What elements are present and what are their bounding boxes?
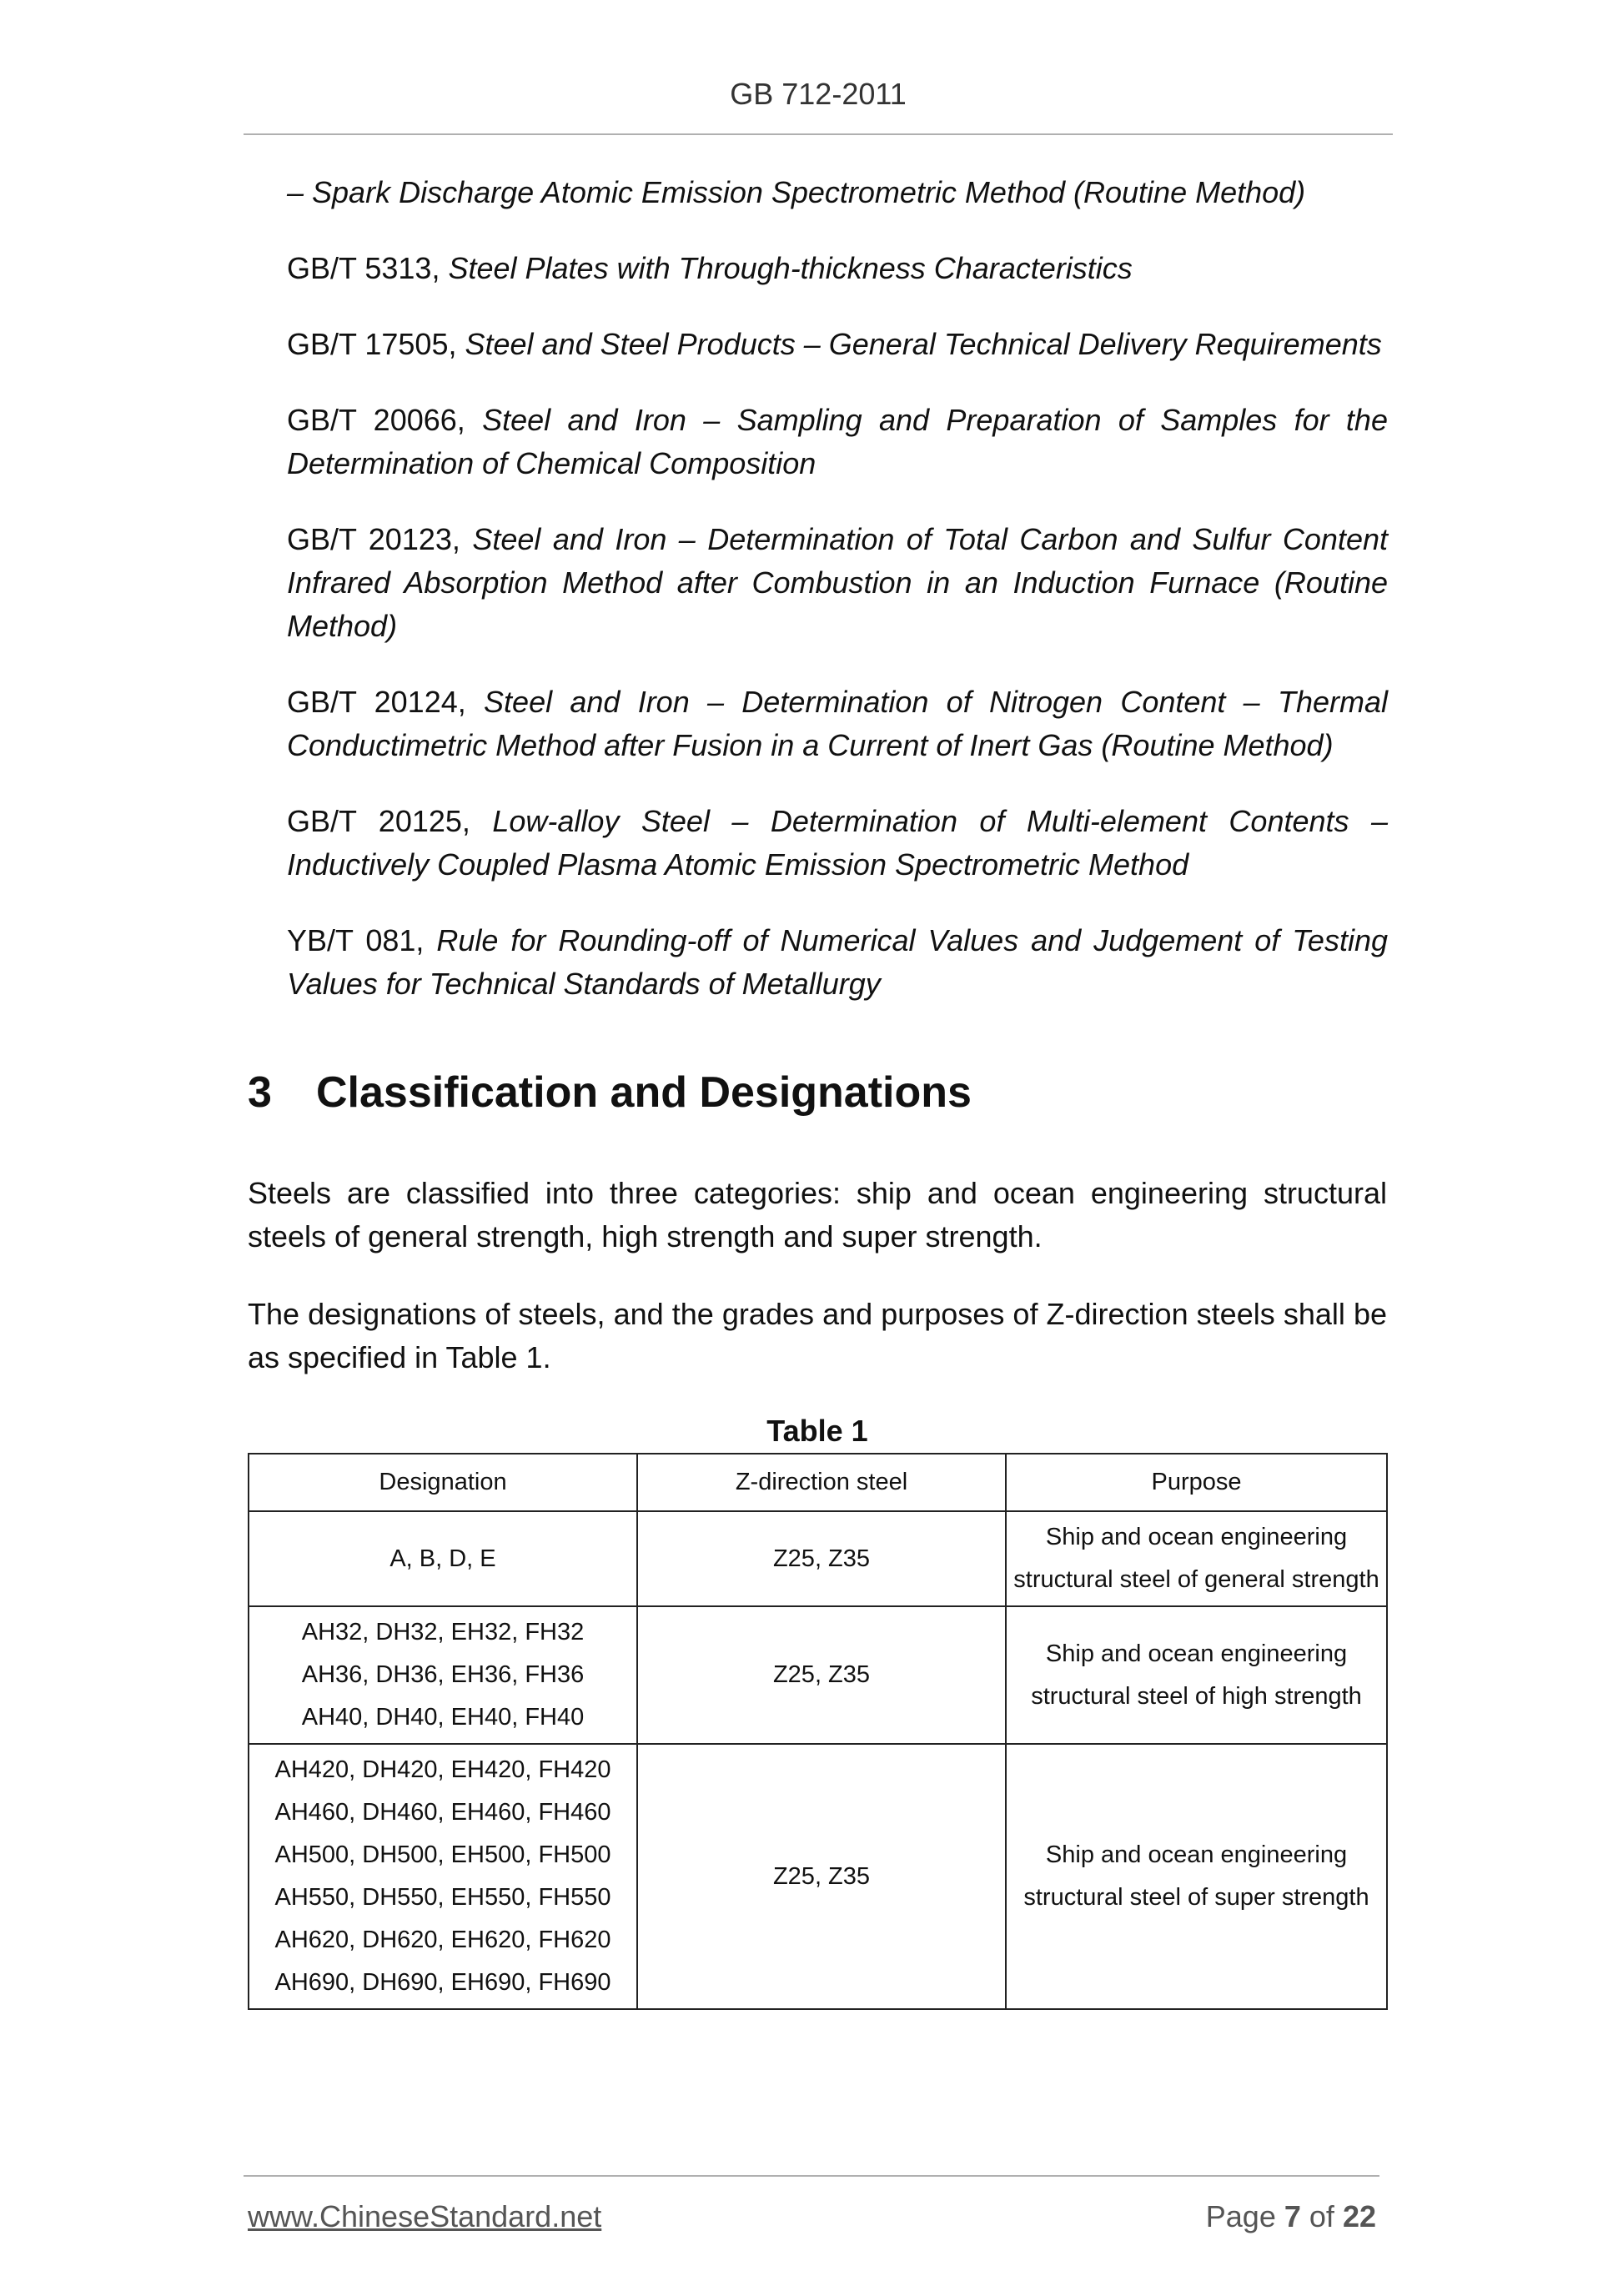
of-label: of <box>1309 2199 1334 2233</box>
purpose-line: structural steel of high strength <box>1031 1682 1362 1710</box>
website-link[interactable]: www.ChineseStandard.net <box>248 2199 602 2233</box>
z-direction-cell: Z25, Z35 <box>637 1606 1006 1744</box>
designation-line: AH420, DH420, EH420, FH420 <box>274 1756 611 1783</box>
reference-title: Steel and Iron – Determination of Nitrogen Content – Thermal Conductimetric Method after Fusion in a Current of Inert Gas (Routine Method) <box>287 685 1389 762</box>
page-number: 7 <box>1284 2199 1301 2233</box>
body-paragraph: Steels are classified into three categories: ship and ocean engineering structural steels of general strength, high strength and super strength. <box>248 1176 1387 1254</box>
table-caption: Table 1 <box>766 1414 868 1448</box>
reference-code: GB/T 20066, <box>287 403 465 437</box>
designation-cell <box>249 1511 637 1606</box>
table-row <box>249 1606 1387 1744</box>
table-header-cell: Purpose <box>1006 1454 1387 1511</box>
purpose-line: Ship and ocean engineering <box>1045 1524 1348 1550</box>
reference-item <box>287 247 1388 290</box>
purpose-line: Ship and ocean engineering <box>1045 1841 1348 1868</box>
total-pages: 22 <box>1342 2199 1376 2233</box>
designation-line: AH550, DH550, EH550, FH550 <box>274 1884 611 1911</box>
purpose-cell <box>1006 1606 1387 1744</box>
reference-title: Steel Plates with Through-thickness Characteristics <box>448 251 1133 285</box>
reference-code: YB/T 081, <box>287 923 425 957</box>
reference-code: GB/T 20124, <box>287 685 466 719</box>
reference-code: GB/T 5313, <box>287 251 440 285</box>
page-header: GB 712-2011 <box>730 77 907 111</box>
purpose-line: structural steel of general strength <box>1013 1566 1379 1593</box>
reference-code: GB/T 17505, <box>287 327 457 361</box>
normative-references-list <box>287 171 1388 1038</box>
table-row <box>249 1511 1387 1606</box>
reference-item <box>287 323 1388 366</box>
purpose-line: Ship and ocean engineering <box>1045 1640 1348 1667</box>
header-divider <box>244 133 1393 135</box>
footer-divider <box>244 2175 1379 2177</box>
reference-item <box>287 800 1388 887</box>
table-row <box>249 1744 1387 2009</box>
z-direction-cell: Z25, Z35 <box>637 1744 1006 2009</box>
page-counter <box>1206 2199 1376 2234</box>
reference-title: Steel and Iron – Determination of Total Carbon and Sulfur Content Infrared Absorption Method after Combustion in an Induction Furnace (Routine Method) <box>287 522 1388 643</box>
reference-code: GB/T 20123, <box>287 522 460 556</box>
designation-cell <box>249 1744 637 2009</box>
designation-line: AH620, DH620, EH620, FH620 <box>274 1927 611 1953</box>
designation-line: AH500, DH500, EH500, FH500 <box>274 1841 611 1868</box>
reference-code: GB/T 20125, <box>287 804 470 838</box>
z-direction-cell: Z25, Z35 <box>637 1511 1006 1606</box>
table-header-cell: Z-direction steel <box>637 1454 1006 1511</box>
table-header-cell: Designation <box>249 1454 637 1511</box>
designation-line: AH460, DH460, EH460, FH460 <box>274 1799 611 1826</box>
designation-cell <box>249 1606 637 1744</box>
designation-table <box>248 1453 1388 2010</box>
purpose-line: structural steel of super strength <box>1023 1884 1369 1911</box>
reference-item <box>287 171 1388 214</box>
purpose-cell <box>1006 1511 1387 1606</box>
section-number: 3 <box>248 1068 272 1117</box>
designation-line: AH690, DH690, EH690, FH690 <box>274 1969 611 1996</box>
reference-item <box>287 518 1388 648</box>
reference-title: Steel and Steel Products – General Technical Delivery Requirements <box>465 327 1382 361</box>
section-title: Classification and Designations <box>316 1068 972 1117</box>
designation-line: AH36, DH36, EH36, FH36 <box>301 1661 585 1688</box>
reference-title: – Spark Discharge Atomic Emission Spectrometric Method (Routine Method) <box>287 175 1306 209</box>
reference-item <box>287 919 1388 1006</box>
page-label: Page <box>1205 2199 1276 2233</box>
reference-title: Low-alloy Steel – Determination of Multi-element Contents – Inductively Coupled Plasma Atomic Emission Spectrometric Method <box>287 804 1388 882</box>
table-header-row <box>249 1454 1387 1511</box>
body-paragraph: The designations of steels, and the grades and purposes of Z-direction steels shall be as specified in Table 1. <box>248 1297 1387 1374</box>
designation-line: A, B, D, E <box>389 1545 496 1572</box>
designation-line: AH32, DH32, EH32, FH32 <box>301 1619 585 1645</box>
reference-title: Rule for Rounding-off of Numerical Values and Judgement of Testing Values for Technical Standards of Metallurgy <box>287 923 1388 1001</box>
designation-line: AH40, DH40, EH40, FH40 <box>301 1704 585 1731</box>
reference-title: Steel and Iron – Sampling and Preparation of Samples for the Determination of Chemical Composition <box>287 403 1388 480</box>
reference-item <box>287 399 1388 485</box>
section-heading <box>248 1068 972 1118</box>
purpose-cell <box>1006 1744 1387 2009</box>
reference-item <box>287 681 1388 767</box>
